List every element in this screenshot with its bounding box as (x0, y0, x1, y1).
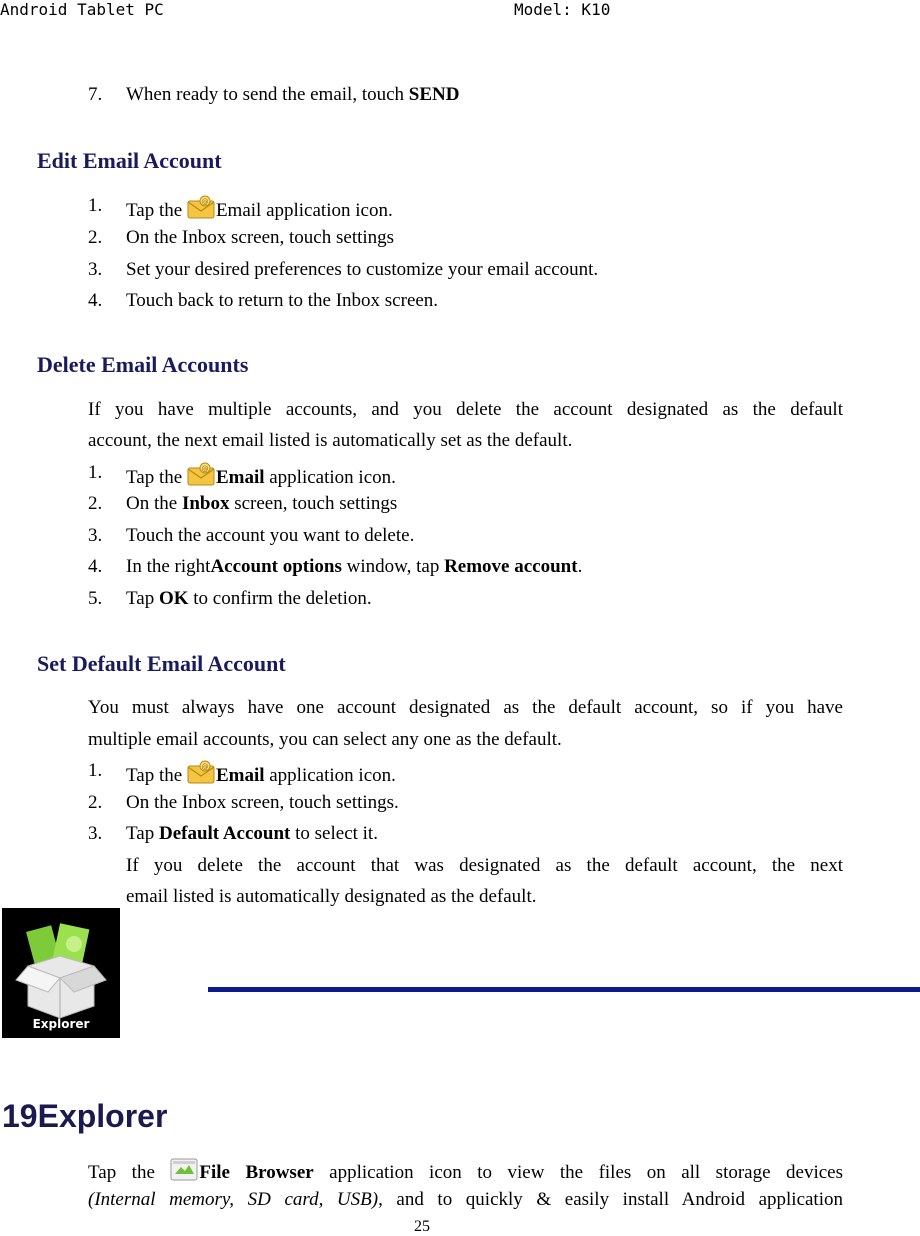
section-heading-set-default: Set Default Email Account (37, 651, 286, 676)
note: email listed is automatically designated as the default. (126, 886, 537, 907)
section-heading-delete-email: Delete Email Accounts (37, 352, 249, 377)
list-item: Touch back to return to the Inbox screen. (126, 290, 439, 311)
list-item: On the Inbox screen, touch settings (126, 493, 398, 514)
paragraph: multiple email accounts, you can select any one as the default. (88, 729, 562, 750)
section-heading-edit-email: Edit Email Account (37, 148, 222, 173)
svg-text:@: @ (201, 198, 209, 206)
explorer-app-icon (2, 908, 120, 1038)
paragraph: account, the next email listed is automatically set as the default. (88, 430, 573, 451)
paragraph: You must always have one account designated as the default account, so if you have (88, 697, 843, 718)
list-item: Touch the account you want to delete. (126, 525, 415, 546)
svg-text:@: @ (201, 465, 209, 473)
paragraph: (Internal memory, SD card, USB), and to quickly & easily install Android application (88, 1189, 843, 1210)
header-doc-title: Android Tablet PC (0, 0, 164, 19)
list-item: In the rightAccount options window, tap Remove account. (126, 556, 583, 577)
list-item: On the Inbox screen, touch settings. (126, 792, 399, 813)
paragraph: If you have multiple accounts, and you delete the account designated as the default (88, 399, 843, 420)
file-browser-icon (170, 1157, 198, 1181)
email-app-icon (187, 195, 215, 219)
list-item: On the Inbox screen, touch settings (126, 227, 395, 248)
chapter-title: 19Explorer (2, 1098, 168, 1134)
email-app-icon (187, 462, 215, 486)
section-divider (208, 987, 920, 992)
svg-text:@: @ (201, 763, 209, 771)
list-item: Tap the @ Email application icon. (126, 195, 393, 222)
email-app-icon (187, 760, 215, 784)
note: If you delete the account that was designated as the default account, the next (126, 855, 843, 876)
explorer-icon-label: Explorer (32, 1017, 90, 1031)
list-item: Tap the @ Email application icon. (126, 760, 396, 787)
list-item: Tap OK to confirm the deletion. (126, 588, 372, 609)
paragraph: Tap the File Browser application icon to view the files on all storage devices (88, 1157, 843, 1184)
list-item: Tap Default Account to select it. (126, 823, 378, 844)
list-item: Tap the @ Email application icon. (126, 462, 396, 489)
list-item: Set your desired preferences to customize your email account. (126, 259, 599, 280)
header-model: Model: K10 (514, 0, 611, 19)
page-number: 25 (414, 1218, 430, 1235)
